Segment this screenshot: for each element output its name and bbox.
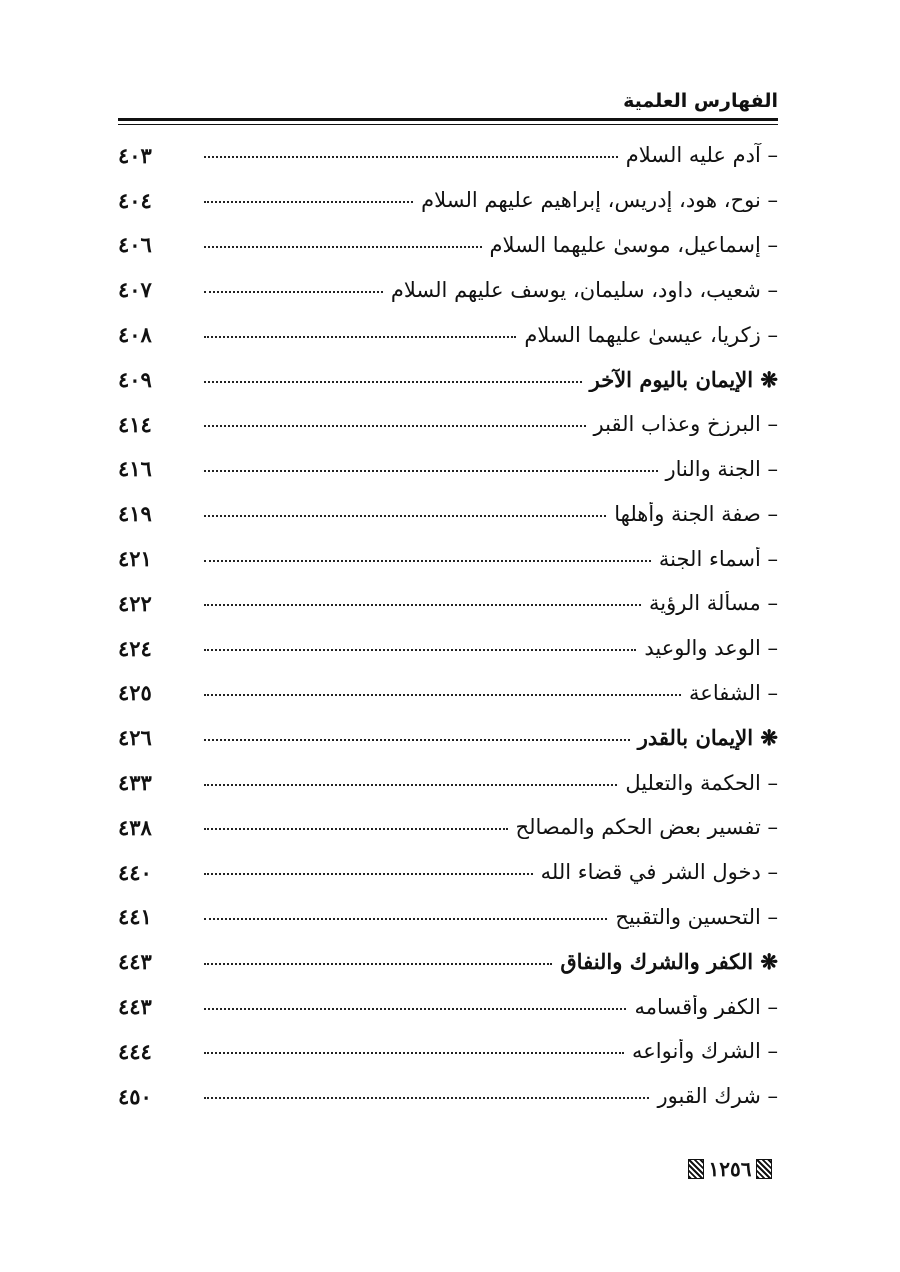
toc-page-number: ٤١٤ xyxy=(118,411,152,437)
dash-marker: – xyxy=(767,770,778,795)
toc-entry-title: الشفاعة xyxy=(689,680,761,705)
toc-entry-label xyxy=(628,995,778,1019)
toc-entry-text xyxy=(168,412,778,436)
toc-entry-title: الإيمان بالقدر xyxy=(637,725,754,751)
page-folio xyxy=(680,1154,780,1184)
toc-entry-label xyxy=(518,323,778,347)
dot-leader xyxy=(204,604,641,606)
dot-leader xyxy=(204,246,482,248)
toc-entry-text xyxy=(168,681,778,705)
asterisk-ornament-icon: ❋ xyxy=(760,949,778,975)
toc-page-number: ٤٣٣ xyxy=(118,770,152,796)
toc-entry-label xyxy=(683,681,778,705)
toc-entry xyxy=(118,895,778,940)
toc-entry-title: الحكمة والتعليل xyxy=(625,770,761,795)
dot-leader xyxy=(204,739,630,741)
toc-section-heading xyxy=(584,367,778,392)
toc-entry-title: مسألة الرؤية xyxy=(649,591,761,616)
toc-section-heading xyxy=(554,949,778,974)
toc-page-number: ٤٤١ xyxy=(118,904,152,930)
toc-entry-title: صفة الجنة وأهلها xyxy=(614,501,761,526)
toc-entry xyxy=(118,267,778,312)
toc-page-number: ٤٢١ xyxy=(118,546,152,572)
dash-marker: – xyxy=(767,501,778,526)
dash-marker: – xyxy=(767,680,778,705)
toc-entry xyxy=(118,715,778,760)
dash-marker: – xyxy=(767,860,778,885)
toc-page-number: ٤٠٦ xyxy=(118,232,152,258)
dot-leader xyxy=(204,873,533,875)
toc-entry-text xyxy=(168,591,778,615)
toc-entry-label xyxy=(415,188,778,212)
toc-entry-label xyxy=(638,636,778,660)
dot-leader xyxy=(204,918,607,920)
toc-entry-title: التحسين والتقبيح xyxy=(615,904,761,929)
toc-entry-title: أسماء الجنة xyxy=(658,546,761,571)
toc-entry xyxy=(118,671,778,716)
dash-marker: – xyxy=(767,1084,778,1109)
toc-entry xyxy=(118,626,778,671)
dot-leader xyxy=(204,381,582,383)
toc-entry-text xyxy=(168,367,778,392)
dot-leader xyxy=(204,560,651,562)
toc-entry-label xyxy=(660,457,779,481)
dash-marker: – xyxy=(767,322,778,347)
dot-leader xyxy=(204,1097,649,1099)
toc-entry xyxy=(118,133,778,178)
toc-entry-text xyxy=(168,233,778,257)
dot-leader xyxy=(204,336,516,338)
toc-entry xyxy=(118,805,778,850)
toc-entry-title: شعيب، داود، سليمان، يوسف عليهم السلام xyxy=(390,277,761,302)
table-of-contents xyxy=(118,133,778,1119)
dash-marker: – xyxy=(767,232,778,257)
toc-entry-text xyxy=(168,323,778,347)
dot-leader xyxy=(204,470,658,472)
toc-entry-text xyxy=(168,547,778,571)
toc-entry-label xyxy=(609,905,778,929)
dot-leader xyxy=(204,425,586,427)
toc-entry-title: الشرك وأنواعه xyxy=(631,1039,761,1064)
toc-entry-title: دخول الشر في قضاء الله xyxy=(540,860,761,885)
toc-entry-text xyxy=(168,143,778,167)
toc-entry-label xyxy=(619,771,778,795)
dash-marker: – xyxy=(767,456,778,481)
running-head xyxy=(118,88,778,122)
toc-entry xyxy=(118,178,778,223)
dash-marker: – xyxy=(767,636,778,661)
dash-marker: – xyxy=(767,412,778,437)
toc-entry-text xyxy=(168,636,778,660)
dot-leader xyxy=(204,784,617,786)
toc-entry-title: الوعد والوعيد xyxy=(644,636,761,661)
toc-entry xyxy=(118,447,778,492)
toc-entry-label xyxy=(510,815,778,839)
toc-page-number: ٤٠٣ xyxy=(118,142,152,168)
dot-leader xyxy=(204,515,606,517)
toc-entry-label xyxy=(535,860,778,884)
toc-page-number: ٤٤٣ xyxy=(118,994,152,1020)
toc-page-number: ٤٢٦ xyxy=(118,725,152,751)
dot-leader xyxy=(204,963,552,965)
toc-entry xyxy=(118,760,778,805)
toc-entry xyxy=(118,491,778,536)
toc-page-number: ٤١٩ xyxy=(118,501,152,527)
asterisk-ornament-icon: ❋ xyxy=(760,725,778,751)
toc-entry-title: الجنة والنار xyxy=(665,456,761,481)
toc-entry-label xyxy=(643,591,778,615)
toc-entry xyxy=(118,357,778,402)
dot-leader xyxy=(204,1008,626,1010)
toc-entry-title: إسماعيل، موسىٰ عليهما السلام xyxy=(489,232,761,257)
dash-marker: – xyxy=(767,546,778,571)
toc-page-number: ٤٢٥ xyxy=(118,680,152,706)
header-rule-thick xyxy=(118,118,778,121)
running-head-title: الفهارس العلمية xyxy=(623,90,778,112)
dash-marker: – xyxy=(767,904,778,929)
toc-entry-title: نوح، هود، إدريس، إبراهيم عليهم السلام xyxy=(421,188,761,213)
toc-entry-label xyxy=(484,233,778,257)
toc-page-number: ٤٢٢ xyxy=(118,590,152,616)
toc-entry-text xyxy=(168,771,778,795)
dash-marker: – xyxy=(767,143,778,168)
toc-page-number: ٤٤٣ xyxy=(118,949,152,975)
toc-entry-title: البرزخ وعذاب القبر xyxy=(593,412,761,437)
dot-leader xyxy=(204,828,508,830)
asterisk-ornament-icon: ❋ xyxy=(760,366,778,392)
ornament-right-icon xyxy=(756,1159,772,1179)
dot-leader xyxy=(204,156,618,158)
toc-entry-title: الكفر وأقسامه xyxy=(634,994,761,1019)
toc-entry-text xyxy=(168,949,778,974)
toc-entry-title: الكفر والشرك والنفاق xyxy=(560,949,754,975)
toc-page-number: ٤٢٤ xyxy=(118,635,152,661)
dot-leader xyxy=(204,201,413,203)
page-number: ١٢٥٦ xyxy=(708,1157,752,1181)
toc-entry-text xyxy=(168,995,778,1019)
toc-entry xyxy=(118,939,778,984)
toc-page-number: ٤٠٤ xyxy=(118,187,152,213)
toc-entry-text xyxy=(168,725,778,750)
toc-entry xyxy=(118,1074,778,1119)
toc-entry xyxy=(118,536,778,581)
toc-page-number: ٤٠٩ xyxy=(118,366,152,392)
toc-entry-label xyxy=(588,412,778,436)
dot-leader xyxy=(204,694,681,696)
toc-entry xyxy=(118,850,778,895)
toc-page-number: ٤٠٧ xyxy=(118,277,152,303)
toc-entry-label xyxy=(653,547,778,571)
toc-entry-text xyxy=(168,278,778,302)
toc-entry-title: تفسير بعض الحكم والمصالح xyxy=(515,815,761,840)
dot-leader xyxy=(204,1052,624,1054)
dash-marker: – xyxy=(767,815,778,840)
toc-entry-text xyxy=(168,905,778,929)
toc-entry-title: زكريا، عيسىٰ عليهما السلام xyxy=(524,322,761,347)
toc-entry-label xyxy=(651,1084,778,1108)
toc-entry xyxy=(118,402,778,447)
toc-entry xyxy=(118,312,778,357)
toc-entry-label xyxy=(608,502,778,526)
header-rule-thin xyxy=(118,124,778,125)
toc-page-number: ٤٥٠ xyxy=(118,1083,152,1109)
toc-page-number: ٤١٦ xyxy=(118,456,152,482)
toc-entry-title: الإيمان باليوم الآخر xyxy=(589,366,754,392)
toc-entry-label xyxy=(626,1039,778,1063)
dash-marker: – xyxy=(767,994,778,1019)
toc-page-number: ٤٤٠ xyxy=(118,859,152,885)
toc-entry-text xyxy=(168,1039,778,1063)
dash-marker: – xyxy=(767,277,778,302)
toc-entry-text xyxy=(168,457,778,481)
toc-entry-text xyxy=(168,188,778,212)
toc-entry-label xyxy=(385,278,778,302)
ornament-left-icon xyxy=(688,1159,704,1179)
toc-entry-label xyxy=(620,143,778,167)
toc-entry xyxy=(118,1029,778,1074)
dot-leader xyxy=(204,291,383,293)
toc-entry-text xyxy=(168,860,778,884)
dot-leader xyxy=(204,649,636,651)
toc-page-number: ٤٤٤ xyxy=(118,1038,152,1064)
toc-entry-text xyxy=(168,502,778,526)
toc-entry xyxy=(118,581,778,626)
toc-entry-title: آدم عليه السلام xyxy=(625,143,761,168)
toc-entry-text xyxy=(168,815,778,839)
dash-marker: – xyxy=(767,591,778,616)
toc-entry xyxy=(118,223,778,268)
toc-entry-text xyxy=(168,1084,778,1108)
dash-marker: – xyxy=(767,188,778,213)
dash-marker: – xyxy=(767,1039,778,1064)
toc-entry-title: شرك القبور xyxy=(657,1084,761,1109)
toc-section-heading xyxy=(632,725,778,750)
toc-page-number: ٤٠٨ xyxy=(118,322,152,348)
toc-page-number: ٤٣٨ xyxy=(118,814,152,840)
toc-entry xyxy=(118,984,778,1029)
